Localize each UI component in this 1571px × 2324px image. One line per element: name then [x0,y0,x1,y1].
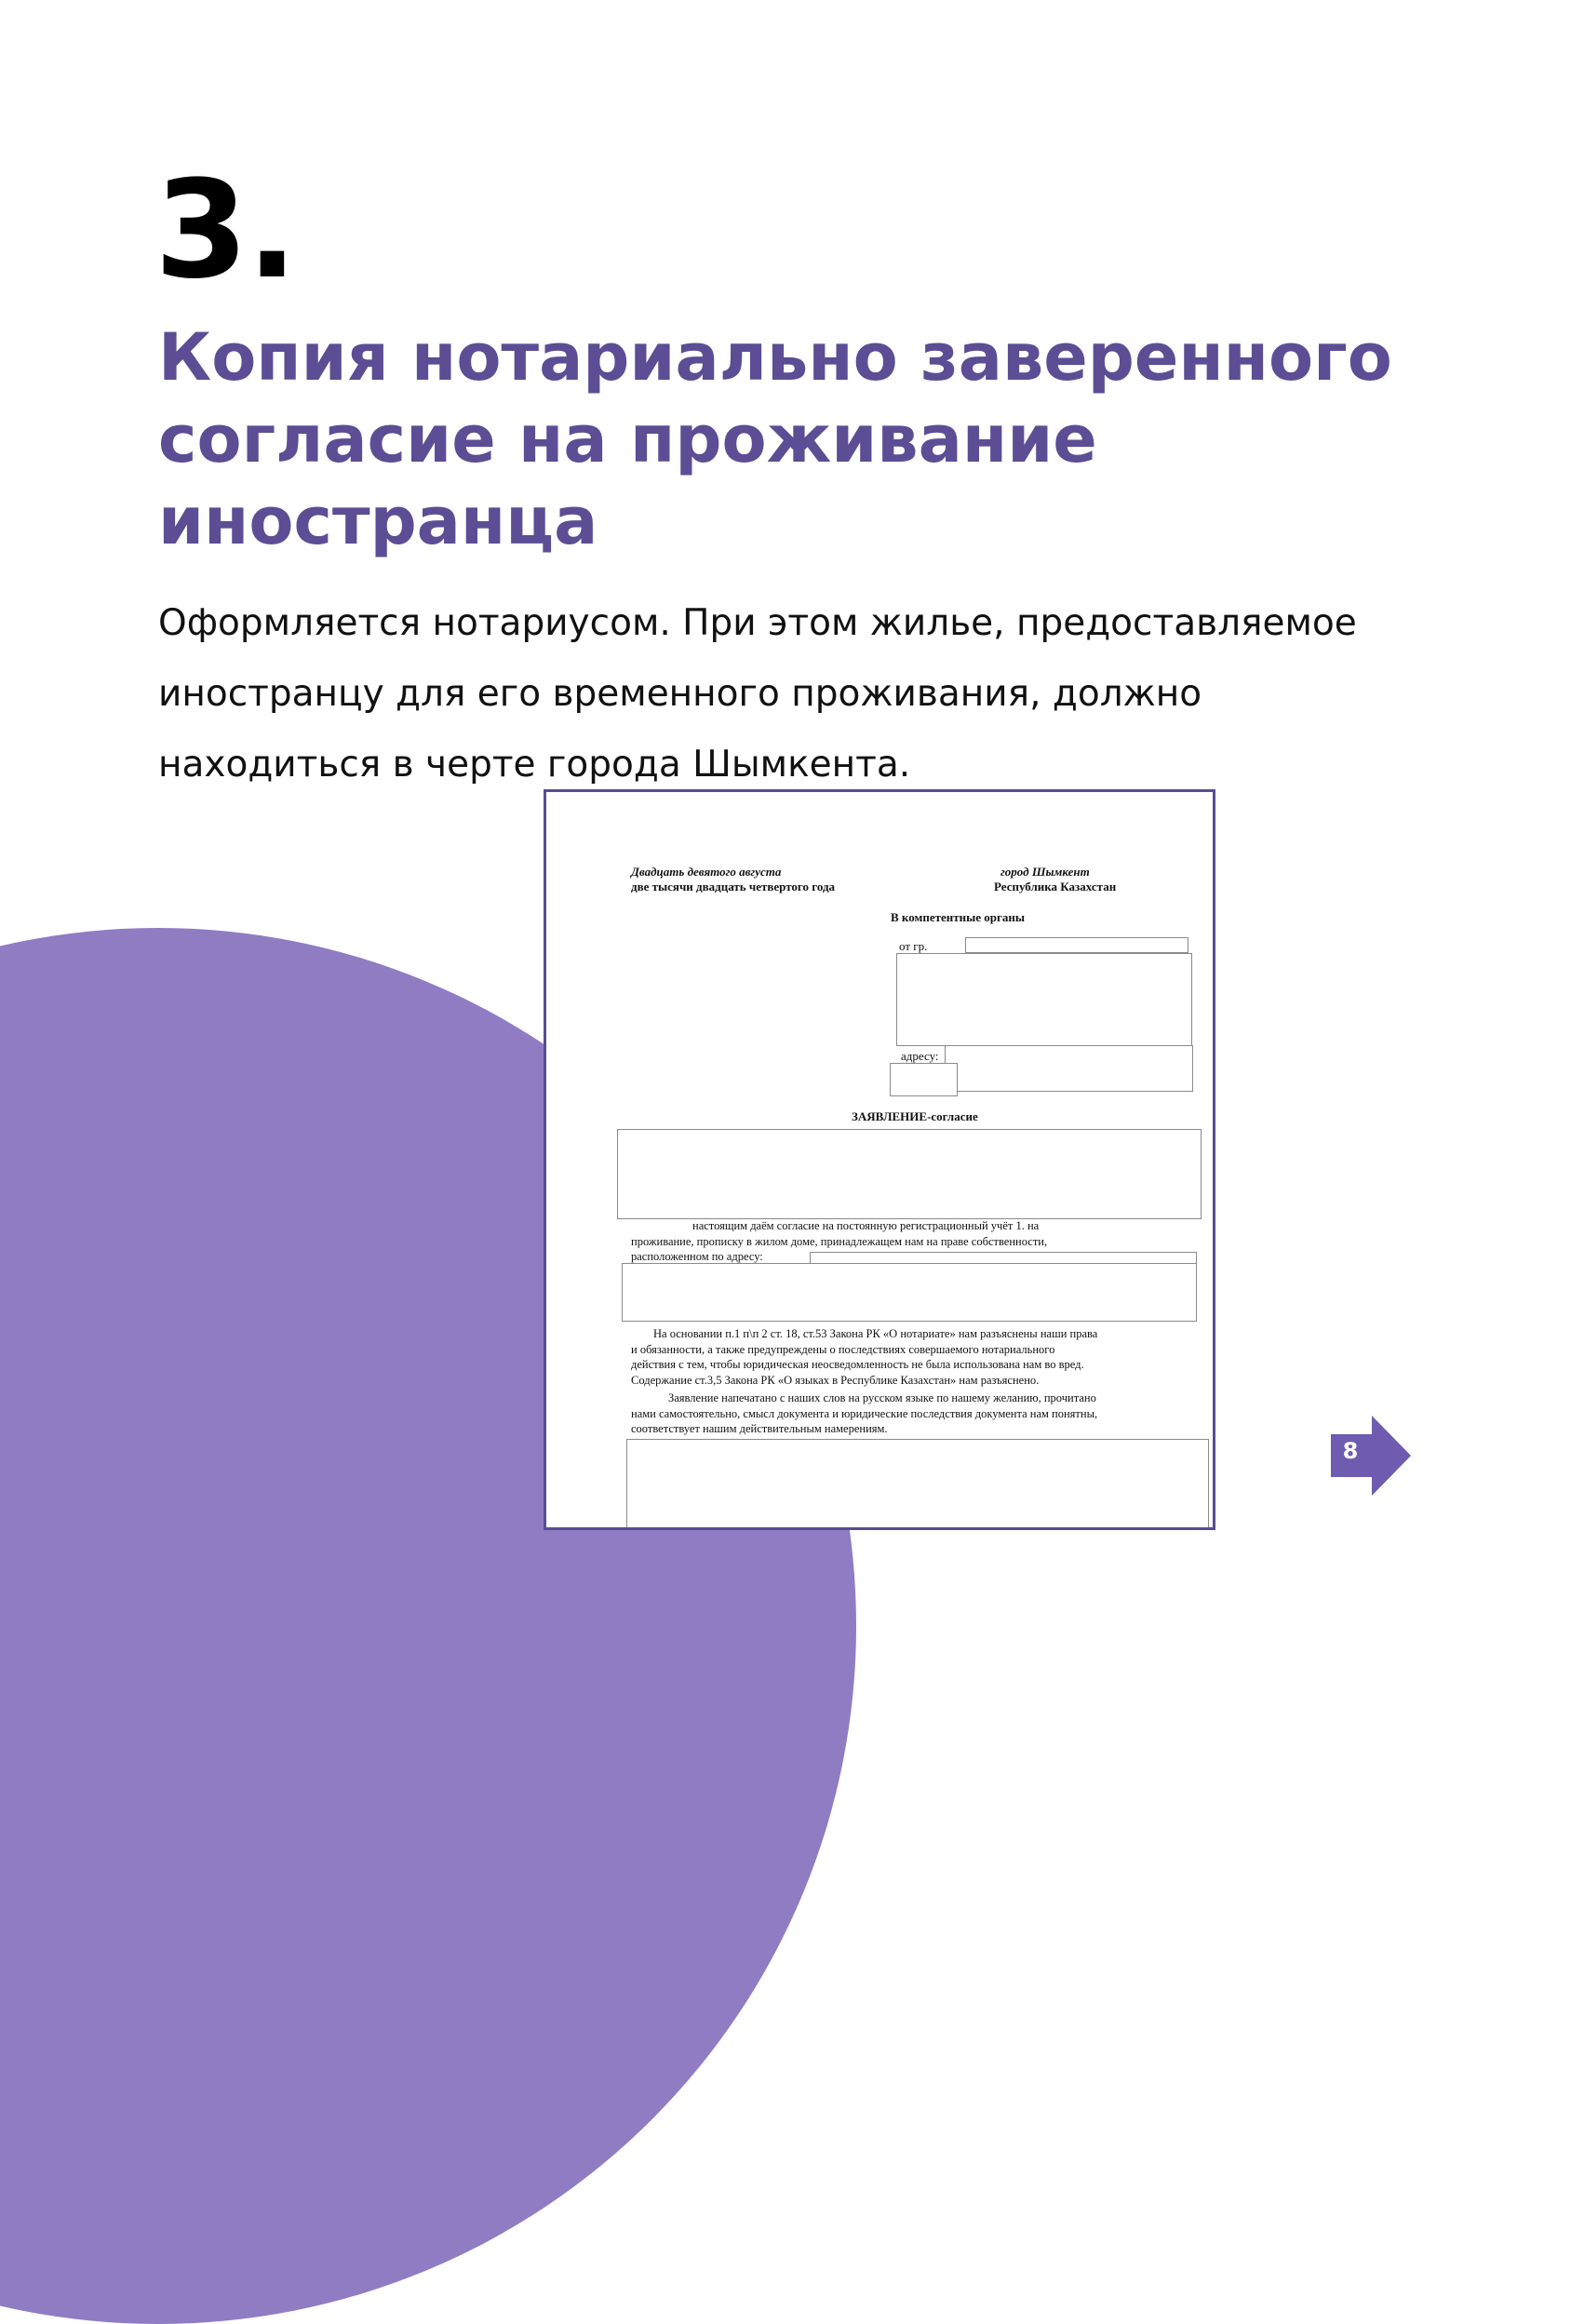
redacted-box [622,1263,1197,1322]
page-title [158,316,1461,562]
title-line: иностранца [158,483,598,559]
doc-text-line: проживание, прописку в жилом доме, принадлежащем нам на праве собственности, [631,1234,1048,1248]
doc-address-label: адресу: [901,1049,939,1063]
doc-text-line: соответствует нашим действительным намерениям. [631,1422,888,1435]
redacted-box [945,1045,1193,1092]
description-line: находиться в черте города Шымкента. [158,744,911,786]
doc-text-line: и обязанности, а также предупреждены о последствиях совершаемого нотариального [631,1342,1055,1356]
redacted-box [965,937,1188,953]
doc-addressee: В компетентные органы [891,910,1026,924]
doc-text-line: расположенном по адресу: [631,1250,763,1263]
description [158,588,1461,800]
doc-text-line: Заявление напечатано с наших слов на русском языке по нашему желанию, прочитано [668,1391,1096,1404]
doc-text-line: нами самостоятельно, смысл документа и юридические последствия документа нам понятны, [631,1406,1098,1420]
doc-basis-paragraph [631,1326,1180,1388]
doc-title: ЗАЯВЛЕНИЕ-согласие [852,1109,978,1123]
redacted-box [626,1439,1209,1530]
page-number: 8 [1342,1438,1359,1464]
title-line: согласие на проживание [158,401,1097,477]
doc-statement-paragraph [631,1390,1180,1437]
doc-country-line: Республика Казахстан [994,880,1117,893]
redacted-box [617,1129,1202,1219]
doc-text-line: На основании п.1 п\п 2 ст. 18, ст.53 Закона РК «О нотариате» нам разъяснены наши права [653,1327,1098,1340]
step-number: 3. [154,152,296,309]
doc-date-line: две тысячи двадцать четвертого года [631,880,836,893]
doc-date-line: Двадцать девятого августа [631,865,782,879]
doc-city-line: город Шымкент [1000,865,1090,879]
doc-text-line: настоящим даём согласие на постоянную регистрационный учёт 1. на [692,1219,1040,1232]
document-sample [544,789,1215,1530]
doc-text-line: действия с тем, чтобы юридическая неосведомленность не была использована нам во вред. [631,1358,1084,1371]
title-line: Копия нотариально заверенного [158,319,1392,396]
description-line: иностранцу для его временного проживания, должно [158,673,1202,715]
redacted-box [896,953,1192,1046]
doc-text-line: Содержание ст.3,5 Закона РК «О языках в Республике Казахстан» нам разъяснено. [631,1373,1040,1387]
doc-from-label: от гр. [899,939,928,953]
description-line: Оформляется нотариусом. При этом жилье, предоставляемое [158,602,1357,644]
redacted-box [890,1063,958,1096]
